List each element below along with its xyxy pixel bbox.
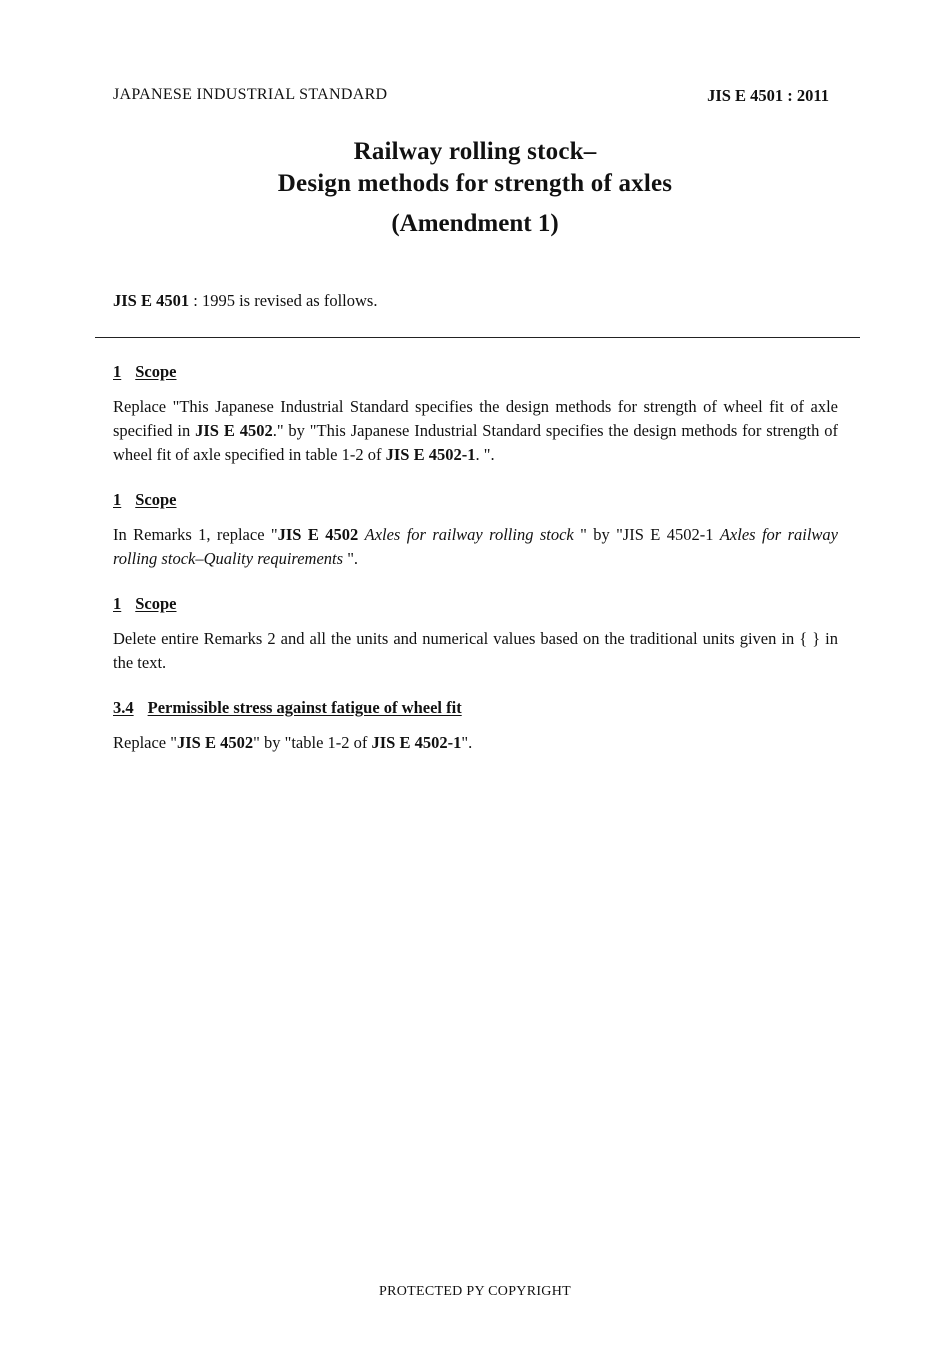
section-title: Permissible stress against fatigue of wheel fit	[147, 698, 462, 717]
standard-ref: JIS E 4502	[195, 421, 273, 440]
title-line-1: Railway rolling stock–	[353, 138, 597, 165]
standard-title: Axles for railway rolling stock–Quality requirements	[113, 525, 838, 568]
standard-ref: JIS E 4502-1	[385, 445, 476, 464]
horizontal-divider	[95, 337, 860, 338]
text-run: ." by "This Japanese Industrial Standard specifies the design methods for strength of wheel fit of axle specified in table 1-2 of	[113, 421, 838, 464]
text-run: Replace "	[113, 733, 177, 752]
section-number: 1	[113, 490, 122, 509]
text-run: Delete entire Remarks 2 and all the units and numerical values based on the traditional units given in { } in the text.	[113, 629, 838, 672]
section-body	[113, 627, 838, 675]
title-amendment: (Amendment 1)	[391, 210, 559, 237]
intro-standard-ref: JIS E 4501	[113, 291, 190, 310]
copyright-footer: PROTECTED PY COPYRIGHT	[379, 1284, 571, 1299]
section-heading	[113, 593, 838, 615]
section-scope-1	[113, 361, 838, 467]
text-run: ".	[343, 549, 359, 568]
standard-title: Axles for railway rolling stock	[364, 525, 574, 544]
section-heading	[113, 489, 838, 511]
header-standard-number: JIS E 4501 : 2011	[707, 86, 829, 105]
text-run: . ".	[475, 445, 495, 464]
section-title: Scope	[135, 490, 177, 509]
text-run: In Remarks 1, replace "	[113, 525, 278, 544]
section-title: Scope	[135, 362, 177, 381]
section-scope-3	[113, 593, 838, 675]
title-line-2: Design methods for strength of axles	[277, 170, 673, 197]
document-title	[0, 136, 950, 240]
section-body	[113, 731, 838, 755]
section-number: 1	[113, 362, 122, 381]
section-number: 3.4	[113, 698, 134, 717]
amendment-content	[113, 361, 838, 777]
standard-ref: JIS E 4502	[177, 733, 254, 752]
intro-paragraph	[113, 291, 377, 311]
section-title: Scope	[135, 594, 177, 613]
section-number: 1	[113, 594, 122, 613]
section-permissible-stress	[113, 697, 838, 755]
intro-text: : 1995 is revised as follows.	[189, 291, 378, 310]
section-scope-2	[113, 489, 838, 571]
text-run: Replace "This Japanese Industrial Standard specifies the design methods for strength of wheel fit of axle specified in	[113, 397, 838, 440]
section-heading	[113, 697, 838, 719]
header-standard-label: JAPANESE INDUSTRIAL STANDARD	[113, 86, 388, 103]
section-body	[113, 523, 838, 571]
standard-ref: JIS E 4502	[277, 525, 359, 544]
text-run: ".	[461, 733, 473, 752]
section-heading	[113, 361, 838, 383]
text-run: " by "JIS E 4502-1	[573, 525, 720, 544]
standard-ref: JIS E 4502-1	[371, 733, 462, 752]
section-body	[113, 395, 838, 467]
text-run: " by "table 1-2 of	[253, 733, 372, 752]
